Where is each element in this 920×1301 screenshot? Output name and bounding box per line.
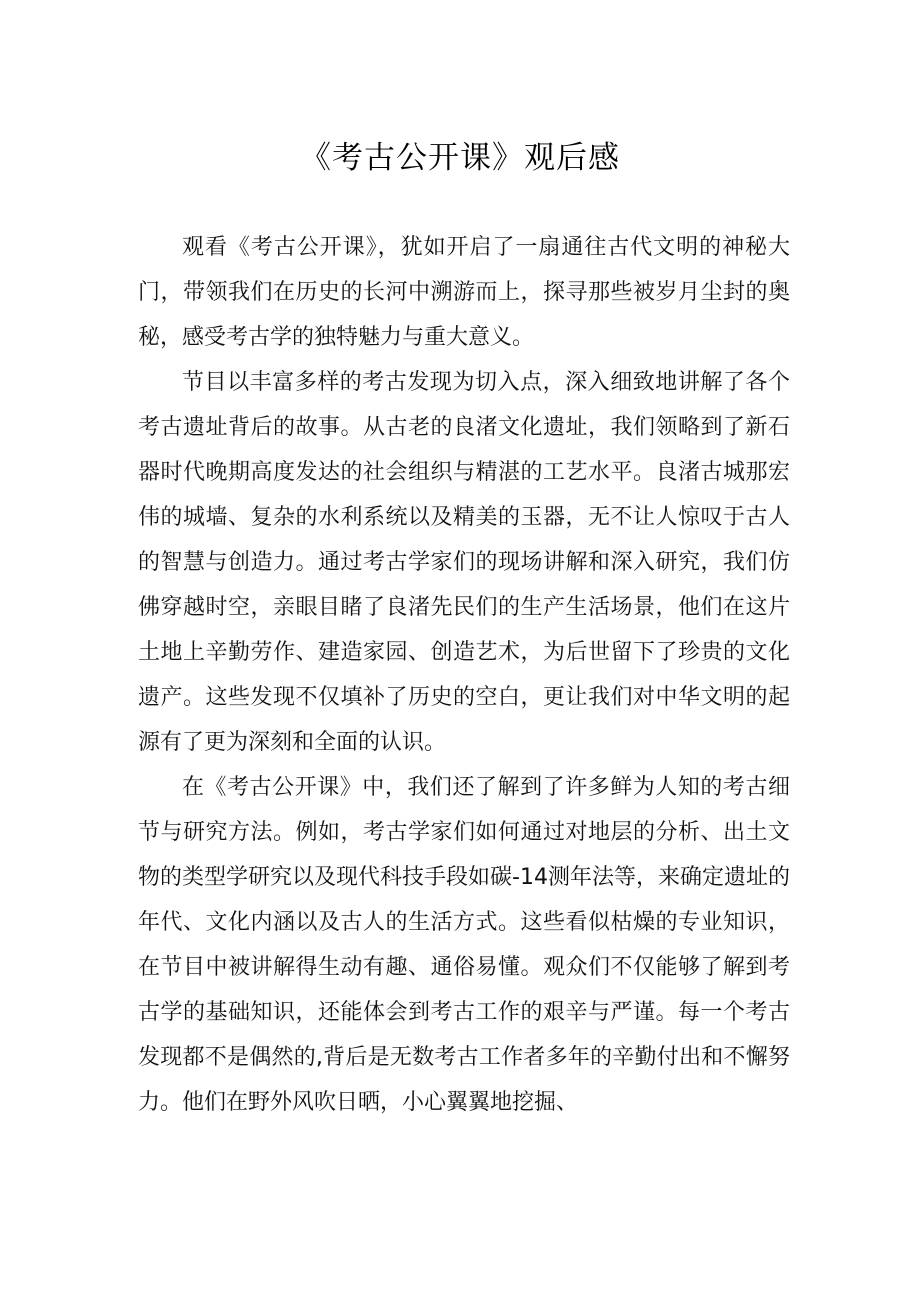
document-title: 《考古公开课》观后感 — [300, 140, 620, 176]
document-body — [138, 225, 790, 1125]
paragraph-1: 观看《考古公开课》，犹如开启了一扇通往古代文明的神秘大门，带领我们在历史的长河中溯游而上，探寻那些被岁月尘封的奥秘，感受考古学的独特魅力与重大意义。 — [138, 235, 790, 350]
paragraph-3: 在《考古公开课》中，我们还了解到了许多鲜为人知的考古细节与研究方法。例如，考古学家们如何通过对地层的分析、出土文物的类型学研究以及现代科技手段如碳-14测年法等，来确定遗址的年代、文化内涵以及古人的生活方式。这些看似枯燥的专业知识，在节目中被讲解得生动有趣、通俗易懂。观众们不仅能够了解到考古学的基础知识，还能体会到考古工作的艰辛与严谨。每一个考古发现都不是偶然的,背后是无数考古工作者多年的辛勤付出和不懈努力。他们在野外风吹日晒，小心翼翼地挖掘、 — [138, 775, 790, 1115]
paragraph-2: 节目以丰富多样的考古发现为切入点，深入细致地讲解了各个考古遗址背后的故事。从古老的良渚文化遗址，我们领略到了新石器时代晚期高度发达的社会组织与精湛的工艺水平。良渚古城那宏伟的城墙、复杂的水利系统以及精美的玉器，无不让人惊叹于古人的智慧与创造力。通过考古学家们的现场讲解和深入研究，我们仿佛穿越时空，亲眼目睹了良渚先民们的生产生活场景，他们在这片土地上辛勤劳作、建造家园、创造艺术，为后世留下了珍贵的文化遗产。这些发现不仅填补了历史的空白，更让我们对中华文明的起源有了更为深刻和全面的认识。 — [138, 370, 790, 755]
